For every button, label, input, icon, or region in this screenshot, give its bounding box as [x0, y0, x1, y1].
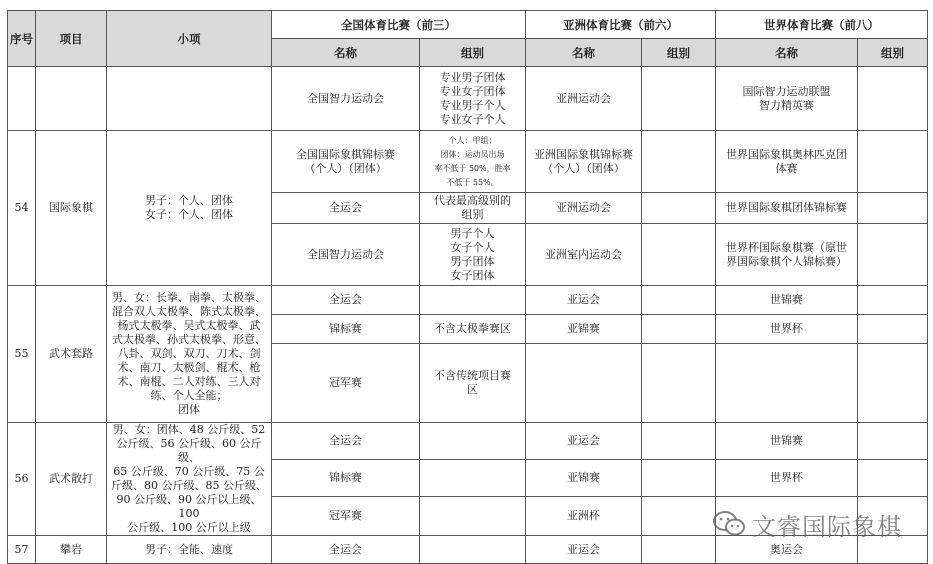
cell-subitem: 男、女：团体、48 公斤级、52 公斤级、56 公斤级、60 公斤级、 65 公斤级、70 公斤级、75 公 斤级、80 公斤级、85 公斤级、 90 公斤级、90 公斤以上级、100 公斤级、100 公斤以上级 — [107, 423, 272, 536]
cell-world-group — [858, 423, 928, 460]
cell-asian-name — [526, 344, 642, 423]
cell-world-name: 世锦赛 — [716, 423, 858, 460]
table-row — [8, 131, 928, 193]
header-world-group: 组别 — [858, 39, 928, 67]
cell-subitem: 男、女：长拳、南拳、太极拳、 混合双人太极拳、陈式太极拳、 杨式太极拳、吴式太极拳、武 式太极拳、孙式太极拳、形意、 八卦、双剑、双刀、刀术、剑 术、南刀、太极剑、棍术、枪 术、南棍、二人对练、三人对 练、个人全能； 团体 — [107, 286, 272, 423]
cell-item: 国际象棋 — [36, 131, 107, 286]
cell-asian-name: 亚洲国际象棋锦标赛 （个人）（团体） — [526, 131, 642, 193]
cell-world-group — [858, 193, 928, 224]
header-asian: 亚洲体育比赛（前六） — [526, 11, 716, 39]
cell-national-group: 个人：甲组； 团体：运动员出场 率不低于 50%，胜率 不低于 55%。 — [420, 131, 526, 193]
cell-asian-group — [642, 315, 716, 344]
cell-asian-group — [642, 286, 716, 315]
cell-asian-name: 亚锦赛 — [526, 315, 642, 344]
cell-world-name: 国际智力运动联盟 智力精英赛 — [716, 67, 858, 131]
cell-national-name: 全运会 — [272, 536, 420, 564]
cell-national-group — [420, 423, 526, 460]
cell-world-name: 世锦赛 — [716, 286, 858, 315]
header-subitem: 小项 — [107, 11, 272, 67]
header-national-group: 组别 — [420, 39, 526, 67]
cell-national-group: 代表最高级别的 组别 — [420, 193, 526, 224]
cell-no: 55 — [8, 286, 36, 423]
cell-world-group — [858, 67, 928, 131]
cell-asian-name: 亚运会 — [526, 423, 642, 460]
cell-asian-name: 亚洲杯 — [526, 496, 642, 535]
cell-item: 攀岩 — [36, 536, 107, 564]
header-asian-name: 名称 — [526, 39, 642, 67]
cell-national-group — [420, 496, 526, 535]
header-asian-group: 组别 — [642, 39, 716, 67]
header-world: 世界体育比赛（前八） — [716, 11, 928, 39]
header-national-name: 名称 — [272, 39, 420, 67]
cell-world-name: 世界杯国际象棋赛（原世 界国际象棋个人锦标赛） — [716, 224, 858, 286]
cell-national-group: 不含传统项目赛 区 — [420, 344, 526, 423]
watermark — [712, 507, 922, 541]
cell-asian-group — [642, 67, 716, 131]
header-world-name: 名称 — [716, 39, 858, 67]
cell-world-name: 奥运会 — [716, 536, 858, 564]
cell-world-group — [858, 344, 928, 423]
cell-no: 56 — [8, 423, 36, 536]
cell-national-group — [420, 459, 526, 496]
cell-subitem: 男子：全能、速度 — [107, 536, 272, 564]
cell-world-name: 世界国际象棋团体锦标赛 — [716, 193, 858, 224]
cell-asian-name: 亚洲室内运动会 — [526, 224, 642, 286]
cell-subitem — [107, 67, 272, 131]
cell-item: 武术套路 — [36, 286, 107, 423]
cell-national-group — [420, 536, 526, 564]
cell-national-name: 全运会 — [272, 193, 420, 224]
cell-item: 武术散打 — [36, 423, 107, 536]
cell-world-group — [858, 131, 928, 193]
table-row — [8, 67, 928, 131]
cell-asian-group — [642, 423, 716, 460]
cell-national-group: 男子个人 女子个人 男子团体 女子团体 — [420, 224, 526, 286]
cell-asian-group — [642, 496, 716, 535]
sports-events-table — [7, 10, 928, 564]
cell-asian-group — [642, 131, 716, 193]
cell-national-name: 锦标赛 — [272, 459, 420, 496]
cell-national-name: 冠军赛 — [272, 496, 420, 535]
cell-asian-group — [642, 459, 716, 496]
cell-asian-name: 亚运会 — [526, 536, 642, 564]
cell-no: 57 — [8, 536, 36, 564]
cell-national-name: 冠军赛 — [272, 344, 420, 423]
cell-national-name: 全运会 — [272, 423, 420, 460]
cell-asian-name: 亚运会 — [526, 286, 642, 315]
cell-asian-group — [642, 344, 716, 423]
wechat-icon — [712, 509, 746, 539]
cell-national-group: 不含太极拳赛区 — [420, 315, 526, 344]
cell-world-group — [858, 459, 928, 496]
cell-asian-name: 亚洲运动会 — [526, 193, 642, 224]
cell-national-name: 全国国际象棋锦标赛 （个人）（团体） — [272, 131, 420, 193]
header-national: 全国体育比赛（前三） — [272, 11, 526, 39]
cell-world-name: 世界国际象棋奥林匹克团 体赛 — [716, 131, 858, 193]
watermark-text: 文睿国际象棋 — [752, 512, 902, 541]
cell-no: 54 — [8, 131, 36, 286]
cell-world-group — [858, 224, 928, 286]
cell-asian-group — [642, 193, 716, 224]
cell-world-name: 世界杯 — [716, 459, 858, 496]
header-item: 项目 — [36, 11, 107, 67]
cell-national-name: 锦标赛 — [272, 315, 420, 344]
cell-asian-name: 亚洲运动会 — [526, 67, 642, 131]
cell-asian-name: 亚锦赛 — [526, 459, 642, 496]
cell-national-name: 全运会 — [272, 286, 420, 315]
header-no: 序号 — [8, 11, 36, 67]
table-row — [8, 286, 928, 315]
cell-world-name: 世界杯 — [716, 315, 858, 344]
cell-world-group — [858, 286, 928, 315]
cell-national-group: 专业男子团体 专业女子团体 专业男子个人 专业女子个人 — [420, 67, 526, 131]
cell-world-name — [716, 344, 858, 423]
cell-no — [8, 67, 36, 131]
cell-national-group — [420, 286, 526, 315]
cell-asian-group — [642, 224, 716, 286]
cell-subitem: 男子：个人、团体 女子：个人、团体 — [107, 131, 272, 286]
table-row — [8, 423, 928, 460]
cell-national-name: 全国智力运动会 — [272, 224, 420, 286]
cell-national-name: 全国智力运动会 — [272, 67, 420, 131]
cell-world-group — [858, 315, 928, 344]
cell-item — [36, 67, 107, 131]
cell-asian-group — [642, 536, 716, 564]
